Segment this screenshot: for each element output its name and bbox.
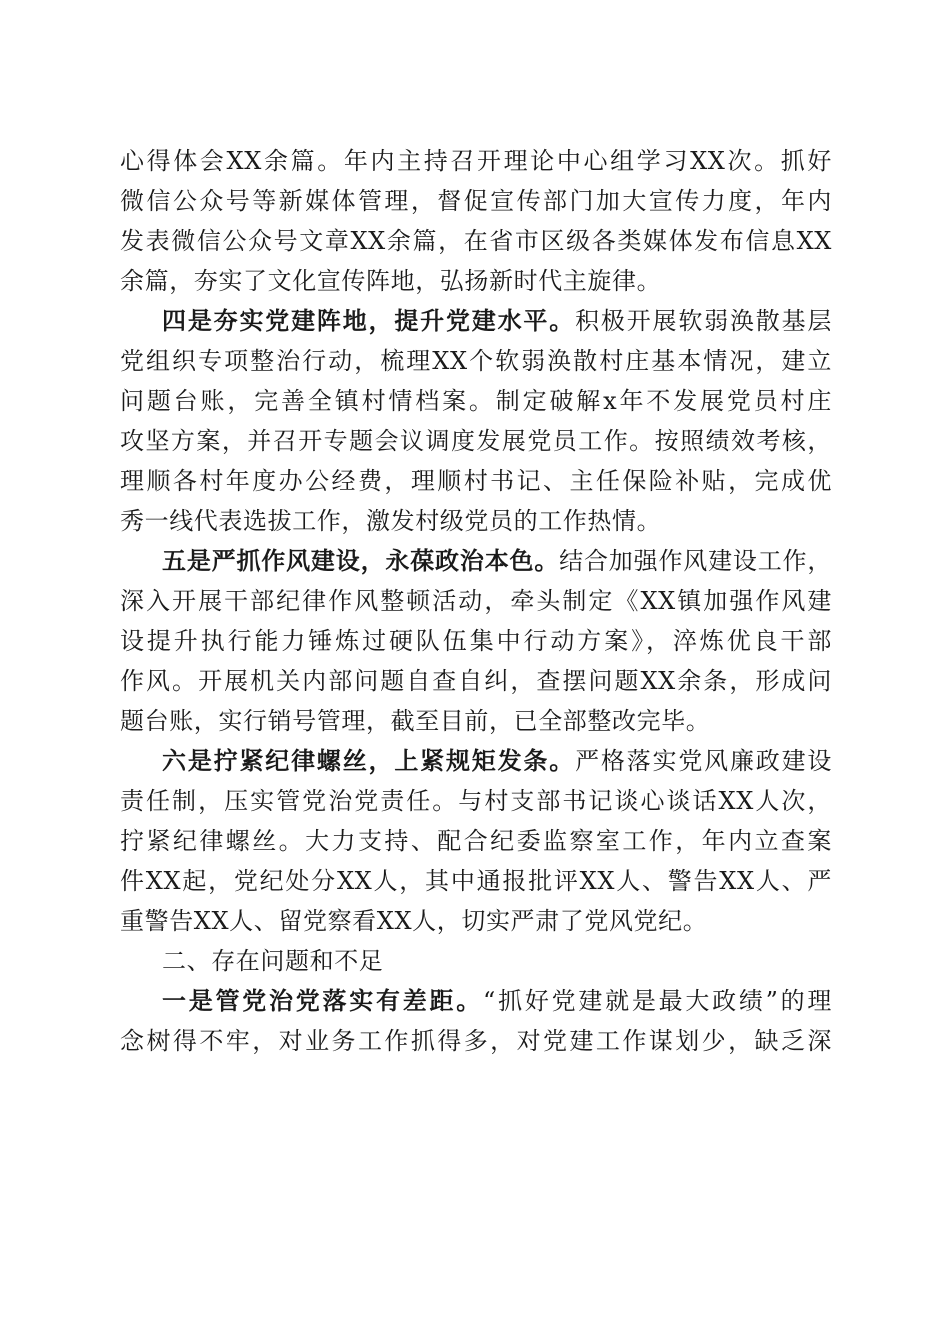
text-line-first: [120, 981, 832, 1021]
text-line: 深入开展干部纪律作风整顿活动，牵头制定《XX镇加强作风建: [120, 587, 832, 615]
text-line-first: [120, 301, 832, 341]
text-line: 心得体会XX余篇。年内主持召开理论中心组学习XX次。抓好: [120, 147, 832, 175]
text-line: 微信公众号等新媒体管理，督促宣传部门加大宣传力度，年内: [120, 187, 832, 215]
paragraph-five: [120, 541, 832, 741]
paragraph-lead: 一是管党治党落实有差距。: [162, 986, 484, 1015]
paragraph-problem-one: [120, 981, 832, 1061]
text-line: 攻坚方案，并召开专题会议调度发展党员工作。按照绩效考核，: [120, 427, 832, 455]
text-line: 余篇，夯实了文化宣传阵地，弘扬新时代主旋律。: [120, 267, 662, 295]
document-body: [120, 141, 832, 1061]
paragraph-lead: 五是严抓作风建设，永葆政治本色。: [162, 546, 560, 575]
text-line: 党组织专项整治行动，梳理XX个软弱涣散村庄基本情况，建立: [120, 347, 832, 375]
text-line: 作风。开展机关内部问题自查自纠，查摆问题XX余条，形成问: [120, 667, 832, 695]
paragraph-six: [120, 741, 832, 941]
paragraph-continued: [120, 141, 832, 301]
text-line: 重警告XX人、留党察看XX人，切实严肃了党风党纪。: [120, 907, 708, 935]
paragraph-lead: 六是拧紧纪律螺丝，上紧规矩发条。: [162, 746, 576, 775]
text-line: 题台账，实行销号管理，截至目前，已全部整改完毕。: [120, 707, 711, 735]
text-line-first: [120, 541, 832, 581]
text-line: 发表微信公众号文章XX余篇，在省市区级各类媒体发布信息XX: [120, 227, 832, 255]
text-line: 件XX起，党纪处分XX人，其中通报批评XX人、警告XX人、严: [120, 867, 832, 895]
paragraph-text: 积极开展软弱涣散基层: [575, 307, 833, 335]
paragraph-text: “抓好党建就是最大政绩”的理: [483, 987, 832, 1015]
text-line: 问题台账，完善全镇村情档案。制定破解x年不发展党员村庄: [120, 387, 832, 415]
paragraph-text: 结合加强作风建设工作，: [559, 547, 832, 575]
text-line: 理顺各村年度办公经费，理顺村书记、主任保险补贴，完成优: [120, 467, 832, 495]
text-line: 设提升执行能力锤炼过硬队伍集中行动方案》，淬炼优良干部: [120, 627, 832, 655]
text-line: 责任制，压实管党治党责任。与村支部书记谈心谈话XX人次，: [120, 787, 832, 815]
text-line: 拧紧纪律螺丝。大力支持、配合纪委监察室工作，年内立查案: [120, 827, 832, 855]
paragraph-four: [120, 301, 832, 541]
paragraph-text: 严格落实党风廉政建设: [575, 747, 833, 775]
text-line: 秀一线代表选拔工作，激发村级党员的工作热情。: [120, 507, 662, 535]
paragraph-lead: 四是夯实党建阵地，提升党建水平。: [162, 306, 576, 335]
section-heading: 二、存在问题和不足: [162, 947, 384, 975]
text-line: 念树得不牢，对业务工作抓得多，对党建工作谋划少，缺乏深: [120, 1027, 832, 1055]
text-line-first: [120, 741, 832, 781]
